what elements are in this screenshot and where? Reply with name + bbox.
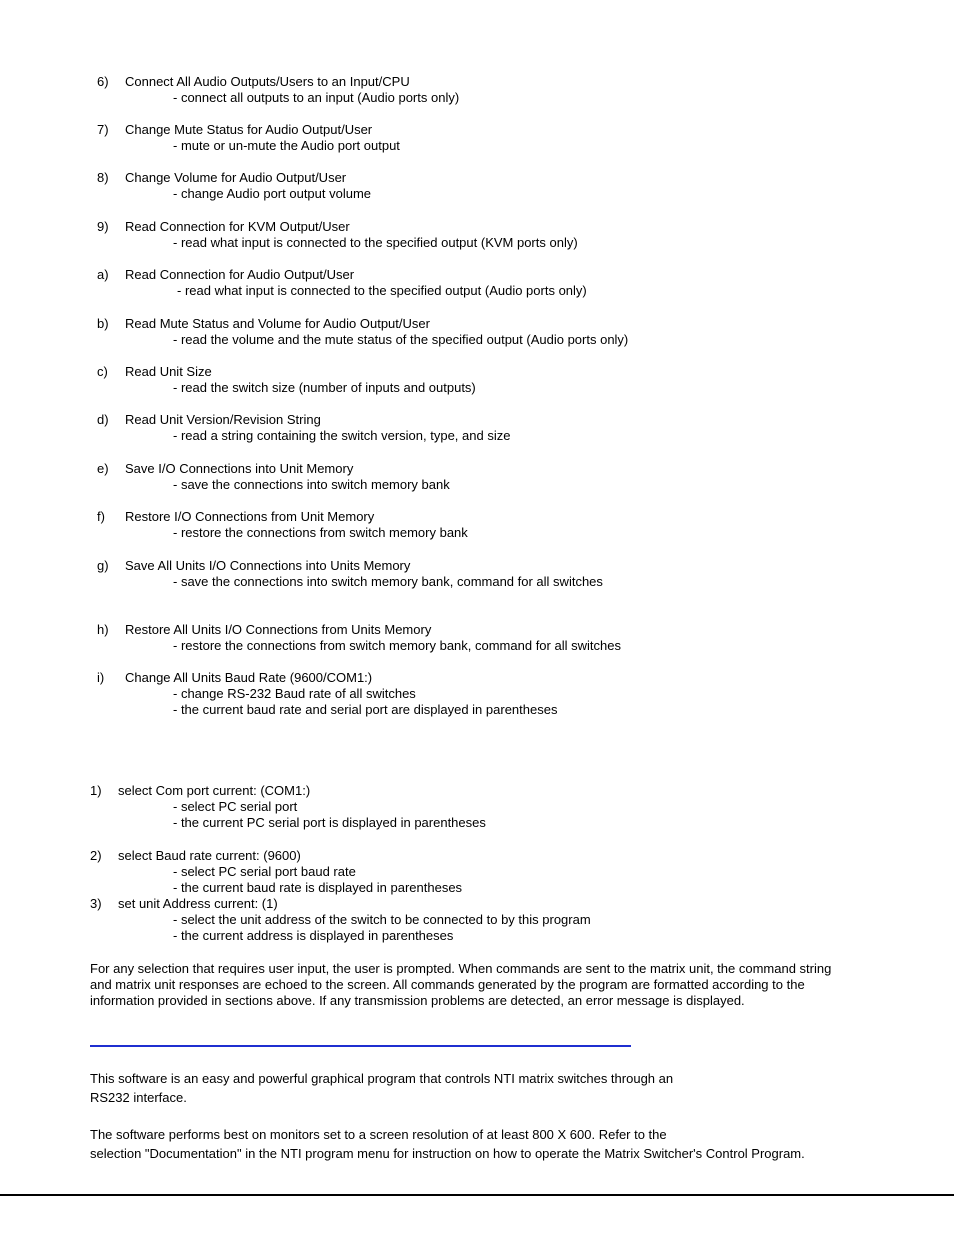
list-item-key: a)	[97, 267, 109, 282]
list-item-key: g)	[97, 558, 109, 573]
list-item-description: - restore the connections from switch memory bank	[173, 525, 468, 540]
list-item-key: 3)	[90, 896, 102, 911]
list-item-key: e)	[97, 461, 109, 476]
list-item-key: b)	[97, 316, 109, 331]
list-item-description: - mute or un-mute the Audio port output	[173, 138, 400, 153]
list-item-description: - the current baud rate is displayed in parentheses	[173, 880, 463, 895]
list-item-key: 2)	[90, 848, 102, 863]
list-item-title: Read Unit Version/Revision String	[125, 412, 321, 427]
list-item-description: - read what input is connected to the specified output (KVM ports only)	[173, 235, 578, 250]
list-item-key: c)	[97, 364, 108, 379]
software-resolution-paragraph	[90, 1125, 805, 1163]
paragraph-line: For any selection that requires user input, the user is prompted. When commands are sent to the matrix unit, the command string	[90, 961, 832, 976]
list-item-description: - select PC serial port baud rate	[173, 864, 356, 879]
paragraph-line: selection "Documentation" in the NTI program menu for instruction on how to operate the Matrix Switcher's Control Program.	[90, 1146, 805, 1161]
list-item-key: 8)	[97, 170, 109, 185]
paragraph-line: This software is an easy and powerful graphical program that controls NTI matrix switches through an	[90, 1071, 674, 1086]
list-item-title: Restore I/O Connections from Unit Memory	[125, 509, 375, 524]
page-footer-rule	[0, 1194, 954, 1196]
list-item-title: Save I/O Connections into Unit Memory	[125, 461, 354, 476]
list-item-description: - save the connections into switch memory bank	[173, 477, 450, 492]
list-item-key: h)	[97, 622, 109, 637]
list-item-key: i)	[97, 670, 105, 685]
list-item-key: 9)	[97, 219, 109, 234]
list-item-title: Read Connection for Audio Output/User	[125, 267, 355, 282]
list-item-description: - read the switch size (number of inputs and outputs)	[173, 380, 476, 395]
list-item-title: Change All Units Baud Rate (9600/COM1:)	[125, 670, 373, 685]
list-item-title: set unit Address current: (1)	[118, 896, 278, 911]
list-item-description: - read the volume and the mute status of the specified output (Audio ports only)	[173, 332, 629, 347]
list-item-key: 7)	[97, 122, 109, 137]
list-item-description: - restore the connections from switch memory bank, command for all switches	[173, 638, 621, 653]
list-item-title: Connect All Audio Outputs/Users to an Input/CPU	[125, 74, 410, 89]
list-item-description: - the current PC serial port is displayed in parentheses	[173, 815, 486, 830]
list-item-title: Read Mute Status and Volume for Audio Output/User	[125, 316, 430, 331]
list-item-description: - read a string containing the switch version, type, and size	[173, 428, 511, 443]
list-item-title: select Baud rate current: (9600)	[118, 848, 301, 863]
list-item-description: - select PC serial port	[173, 799, 298, 814]
list-item-description: - connect all outputs to an input (Audio ports only)	[173, 90, 460, 105]
list-item-title: Save All Units I/O Connections into Units Memory	[125, 558, 411, 573]
list-item-title: Read Connection for KVM Output/User	[125, 219, 350, 234]
list-item-title: Read Unit Size	[125, 364, 212, 379]
list-item-description: - the current baud rate and serial port are displayed in parentheses	[173, 702, 558, 717]
list-item-key: f)	[97, 509, 105, 524]
user-input-paragraph	[90, 961, 831, 1009]
list-item-description: - save the connections into switch memory bank, command for all switches	[173, 574, 603, 589]
list-item-description: - the current address is displayed in parentheses	[173, 928, 454, 943]
section-heading-underline	[90, 1045, 631, 1047]
software-intro-paragraph	[90, 1069, 673, 1107]
list-item-title: select Com port current: (COM1:)	[118, 783, 311, 798]
paragraph-line: The software performs best on monitors set to a screen resolution of at least 800 X 600. Refer to the	[90, 1127, 667, 1142]
paragraph-line: information provided in sections above. If any transmission problems are detected, an error message is displayed.	[90, 993, 745, 1008]
paragraph-line: and matrix unit responses are echoed to the screen. All commands generated by the program are formatted according to the	[90, 977, 805, 992]
list-item-key: 6)	[97, 74, 109, 89]
paragraph-line: RS232 interface.	[90, 1090, 187, 1105]
list-item-key: 1)	[90, 783, 102, 798]
list-item-title: Change Mute Status for Audio Output/User	[125, 122, 373, 137]
list-item-title: Change Volume for Audio Output/User	[125, 170, 347, 185]
list-item-description: - change Audio port output volume	[173, 186, 372, 201]
list-item-title: Restore All Units I/O Connections from Units Memory	[125, 622, 432, 637]
list-item-description: - read what input is connected to the specified output (Audio ports only)	[177, 283, 587, 298]
list-item-description: - change RS-232 Baud rate of all switches	[173, 686, 416, 701]
list-item-key: d)	[97, 412, 109, 427]
list-item-description: - select the unit address of the switch to be connected to by this program	[173, 912, 591, 927]
